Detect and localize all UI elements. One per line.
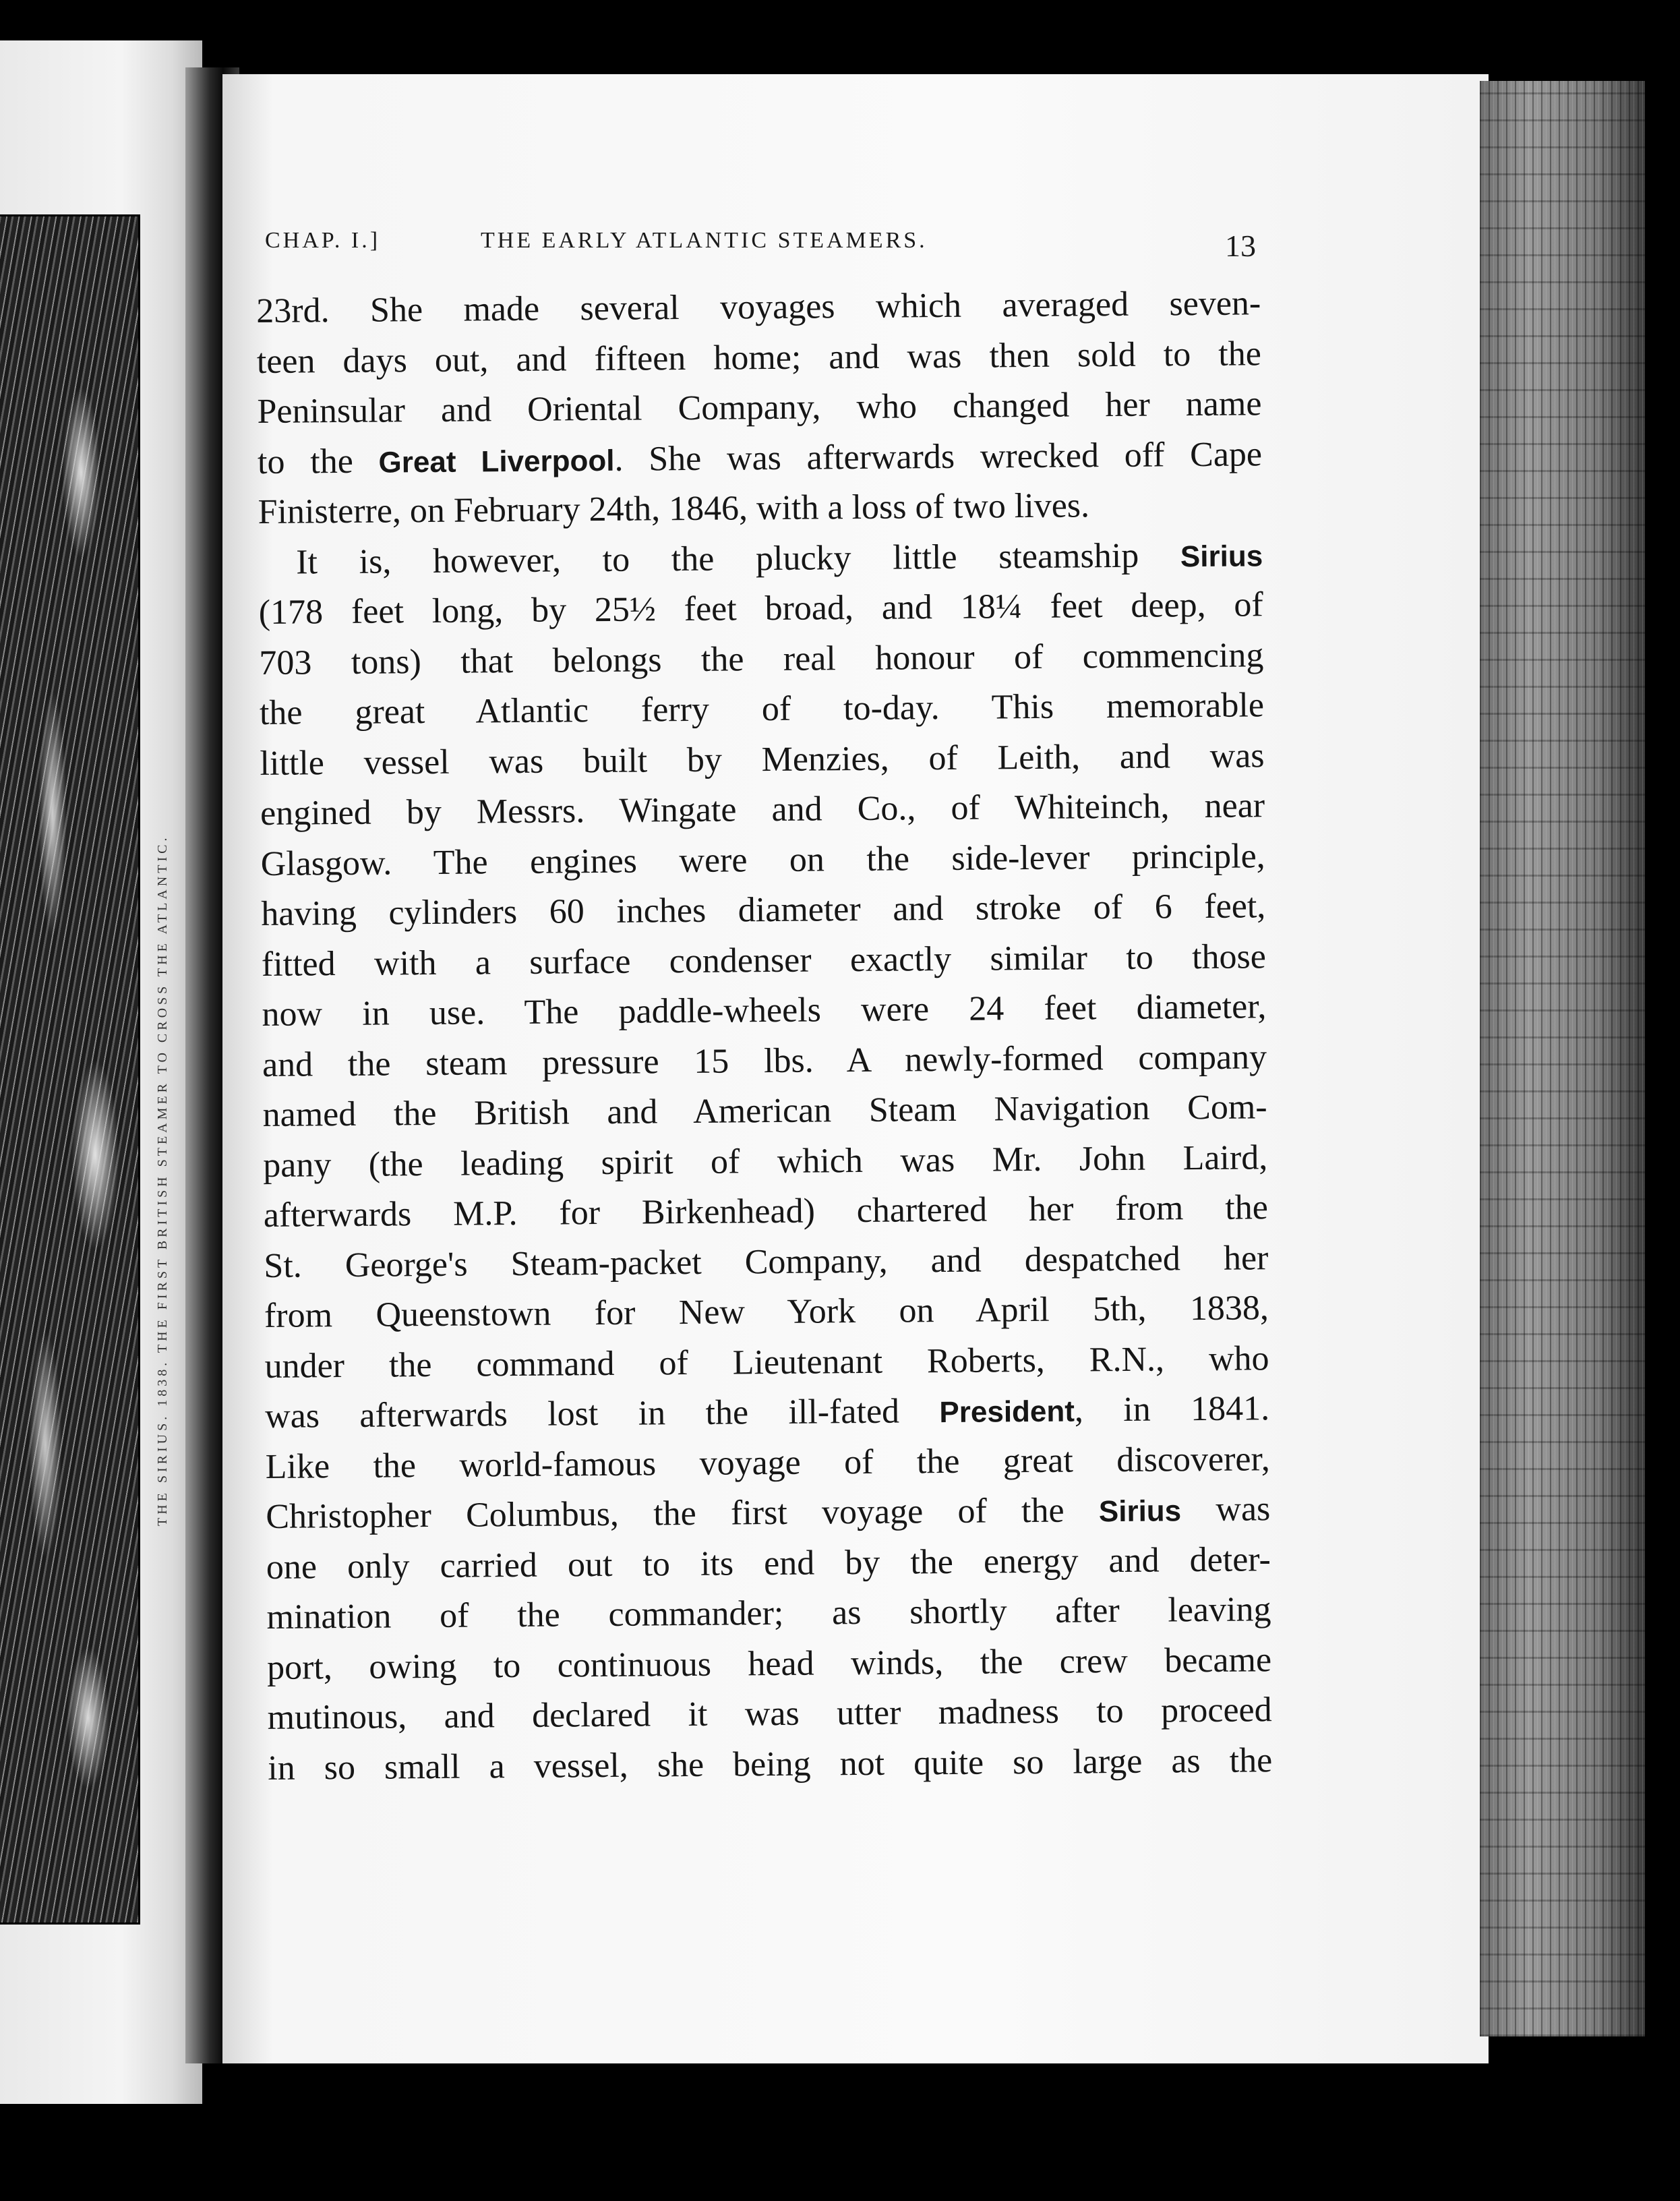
- text-line: in so small a vessel, she being not quite so large as the: [268, 1740, 1273, 1788]
- text-segment: Christopher Columbus, the first voyage of the: [266, 1491, 1100, 1536]
- text-line: now in use. The paddle-wheels were 24 feet diameter,: [262, 987, 1267, 1034]
- text-line: afterwards M.P. for Birkenhead) chartered her from the: [263, 1188, 1268, 1235]
- ship-name: President: [939, 1395, 1075, 1430]
- text-line: mutinous, and declared it was utter madness to proceed: [267, 1691, 1272, 1737]
- text-segment: It is, however, to the plucky little steamship: [295, 535, 1181, 582]
- running-header: [265, 228, 1256, 268]
- text-segment: was: [1180, 1490, 1271, 1529]
- text-line: Peninsular and Oriental Company, who changed her name: [257, 384, 1262, 431]
- text-line: having cylinders 60 inches diameter and stroke of 6 feet,: [261, 887, 1266, 933]
- text-line: port, owing to continuous head winds, the crew became: [266, 1640, 1272, 1687]
- text-line: Glasgow. The engines were on the side-lever principle,: [260, 836, 1265, 883]
- ship-name: Sirius: [1098, 1494, 1182, 1529]
- text-line: [266, 1484, 1271, 1542]
- running-title: THE EARLY ATLANTIC STEAMERS.: [481, 228, 928, 253]
- text-line: (178 feet long, by 25½ feet broad, and 18¼ feet deep, of: [258, 585, 1263, 632]
- text-line: [258, 530, 1263, 588]
- text-segment: . She was afterwards wrecked off Cape: [614, 434, 1263, 479]
- previous-page: [0, 40, 202, 2104]
- page-number: 13: [1225, 229, 1256, 263]
- text-segment: to the: [257, 442, 379, 481]
- text-line: fitted with a surface condenser exactly similar to those: [261, 937, 1267, 984]
- ship-name: Great Liverpool: [378, 444, 615, 479]
- text-line: engined by Messrs. Wingate and Co., of Whiteinch, near: [260, 786, 1265, 833]
- text-line: St. George's Steam-packet Company, and despatched her: [264, 1238, 1269, 1285]
- text-line: from Queenstown for New York on April 5th, 1838,: [264, 1289, 1269, 1335]
- plate-caption: THE SIRIUS. 1838. THE FIRST BRITISH STEAMER TO CROSS THE ATLANTIC.: [155, 834, 170, 1526]
- text-segment: was afterwards lost in the ill-fated: [264, 1392, 940, 1436]
- text-segment: , in 1841.: [1074, 1389, 1270, 1430]
- text-line: [265, 1384, 1270, 1442]
- body-text: [256, 278, 1273, 1794]
- text-line: mination of the commander; as shortly after leaving: [266, 1590, 1271, 1637]
- text-line: named the British and American Steam Navigation Com-: [262, 1088, 1267, 1134]
- text-line: the great Atlantic ferry of to-day. This memorable: [259, 686, 1265, 732]
- text-line: 703 tons) that belongs the real honour of commencing: [259, 635, 1264, 682]
- text-line: 23rd. She made several voyages which averaged seven-: [256, 284, 1261, 330]
- text-line: pany (the leading spirit of which was Mr. John Laird,: [263, 1138, 1268, 1185]
- text-line: little vessel was built by Menzies, of Leith, and was: [260, 736, 1265, 783]
- ship-name: Sirius: [1180, 539, 1263, 573]
- ship-plate-illustration: [0, 214, 140, 1925]
- text-line: Like the world-famous voyage of the great discoverer,: [265, 1439, 1270, 1486]
- chapter-label: CHAP. I.]: [265, 228, 381, 253]
- text-line: and the steam pressure 15 lbs. A newly-formed company: [262, 1037, 1267, 1084]
- text-line: Finisterre, on February 24th, 1846, with a loss of two lives.: [258, 486, 1090, 531]
- text-line: one only carried out to its end by the energy and deter-: [266, 1539, 1271, 1587]
- text-line: teen days out, and fifteen home; and was then sold to the: [256, 334, 1262, 381]
- page-edges: [1480, 81, 1645, 2036]
- text-line: [258, 430, 1263, 488]
- text-line: under the command of Lieutenant Roberts, R.N., who: [264, 1339, 1269, 1386]
